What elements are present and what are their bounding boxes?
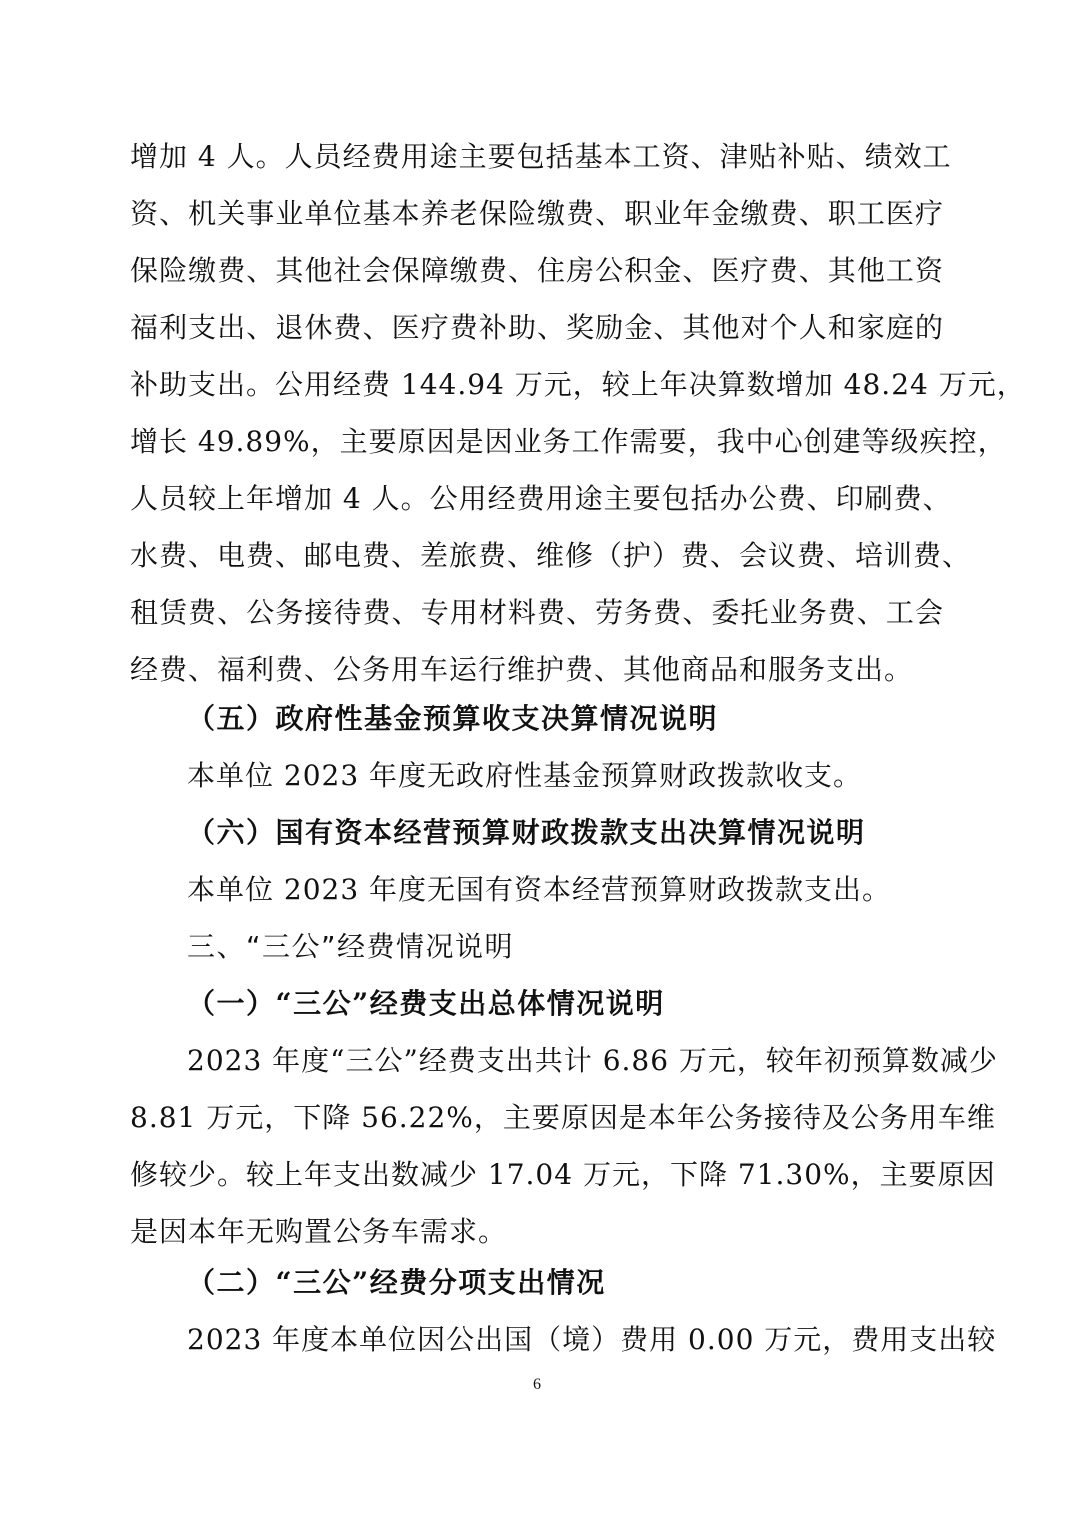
body-text-line: 2023 年度“三公”经费支出共计 6.86 万元，较年初预算数减少 [187,1044,998,1077]
page-number: 6 [533,1376,541,1393]
chapter-heading-3: 三、“三公”经费情况说明 [187,930,515,963]
body-text-line: 租赁费、公务接待费、专用材料费、劳务费、委托业务费、工会 [130,596,944,629]
body-text-line: 本单位 2023 年度无国有资本经营预算财政拨款支出。 [187,873,892,906]
body-text-line: 福利支出、退休费、医疗费补助、奖励金、其他对个人和家庭的 [130,311,944,344]
section-heading-1: （一）“三公”经费支出总体情况说明 [187,987,665,1020]
body-text-line: 增长 49.89%，主要原因是因业务工作需要，我中心创建等级疾控， [130,425,1007,458]
body-text-line: 修较少。较上年支出数减少 17.04 万元，下降 71.30%，主要原因 [130,1158,996,1191]
body-text-line: 是因本年无购置公务车需求。 [130,1215,508,1248]
body-text-line: 水费、电费、邮电费、差旅费、维修（护）费、会议费、培训费、 [130,539,972,572]
section-heading-6: （六）国有资本经营预算财政拨款支出决算情况说明 [187,816,866,849]
section-heading-2: （二）“三公”经费分项支出情况 [187,1266,606,1299]
body-text-line: 保险缴费、其他社会保障缴费、住房公积金、医疗费、其他工资 [130,254,944,287]
body-text-line: 增加 4 人。人员经费用途主要包括基本工资、津贴补贴、绩效工 [130,140,952,173]
body-text-line: 8.81 万元，下降 56.22%，主要原因是本年公务接待及公务用车维 [130,1101,996,1134]
body-text-line: 本单位 2023 年度无政府性基金预算财政拨款收支。 [187,759,863,792]
body-text-line: 补助支出。公用经费 144.94 万元，较上年决算数增加 48.24 万元， [130,368,1026,401]
body-text-line: 资、机关事业单位基本养老保险缴费、职业年金缴费、职工医疗 [130,197,944,230]
body-text-line: 经费、福利费、公务用车运行维护费、其他商品和服务支出。 [130,653,914,686]
body-text-line: 2023 年度本单位因公出国（境）费用 0.00 万元，费用支出较 [187,1323,997,1356]
section-heading-5: （五）政府性基金预算收支决算情况说明 [187,702,719,735]
body-text-line: 人员较上年增加 4 人。公用经费用途主要包括办公费、印刷费、 [130,482,952,515]
